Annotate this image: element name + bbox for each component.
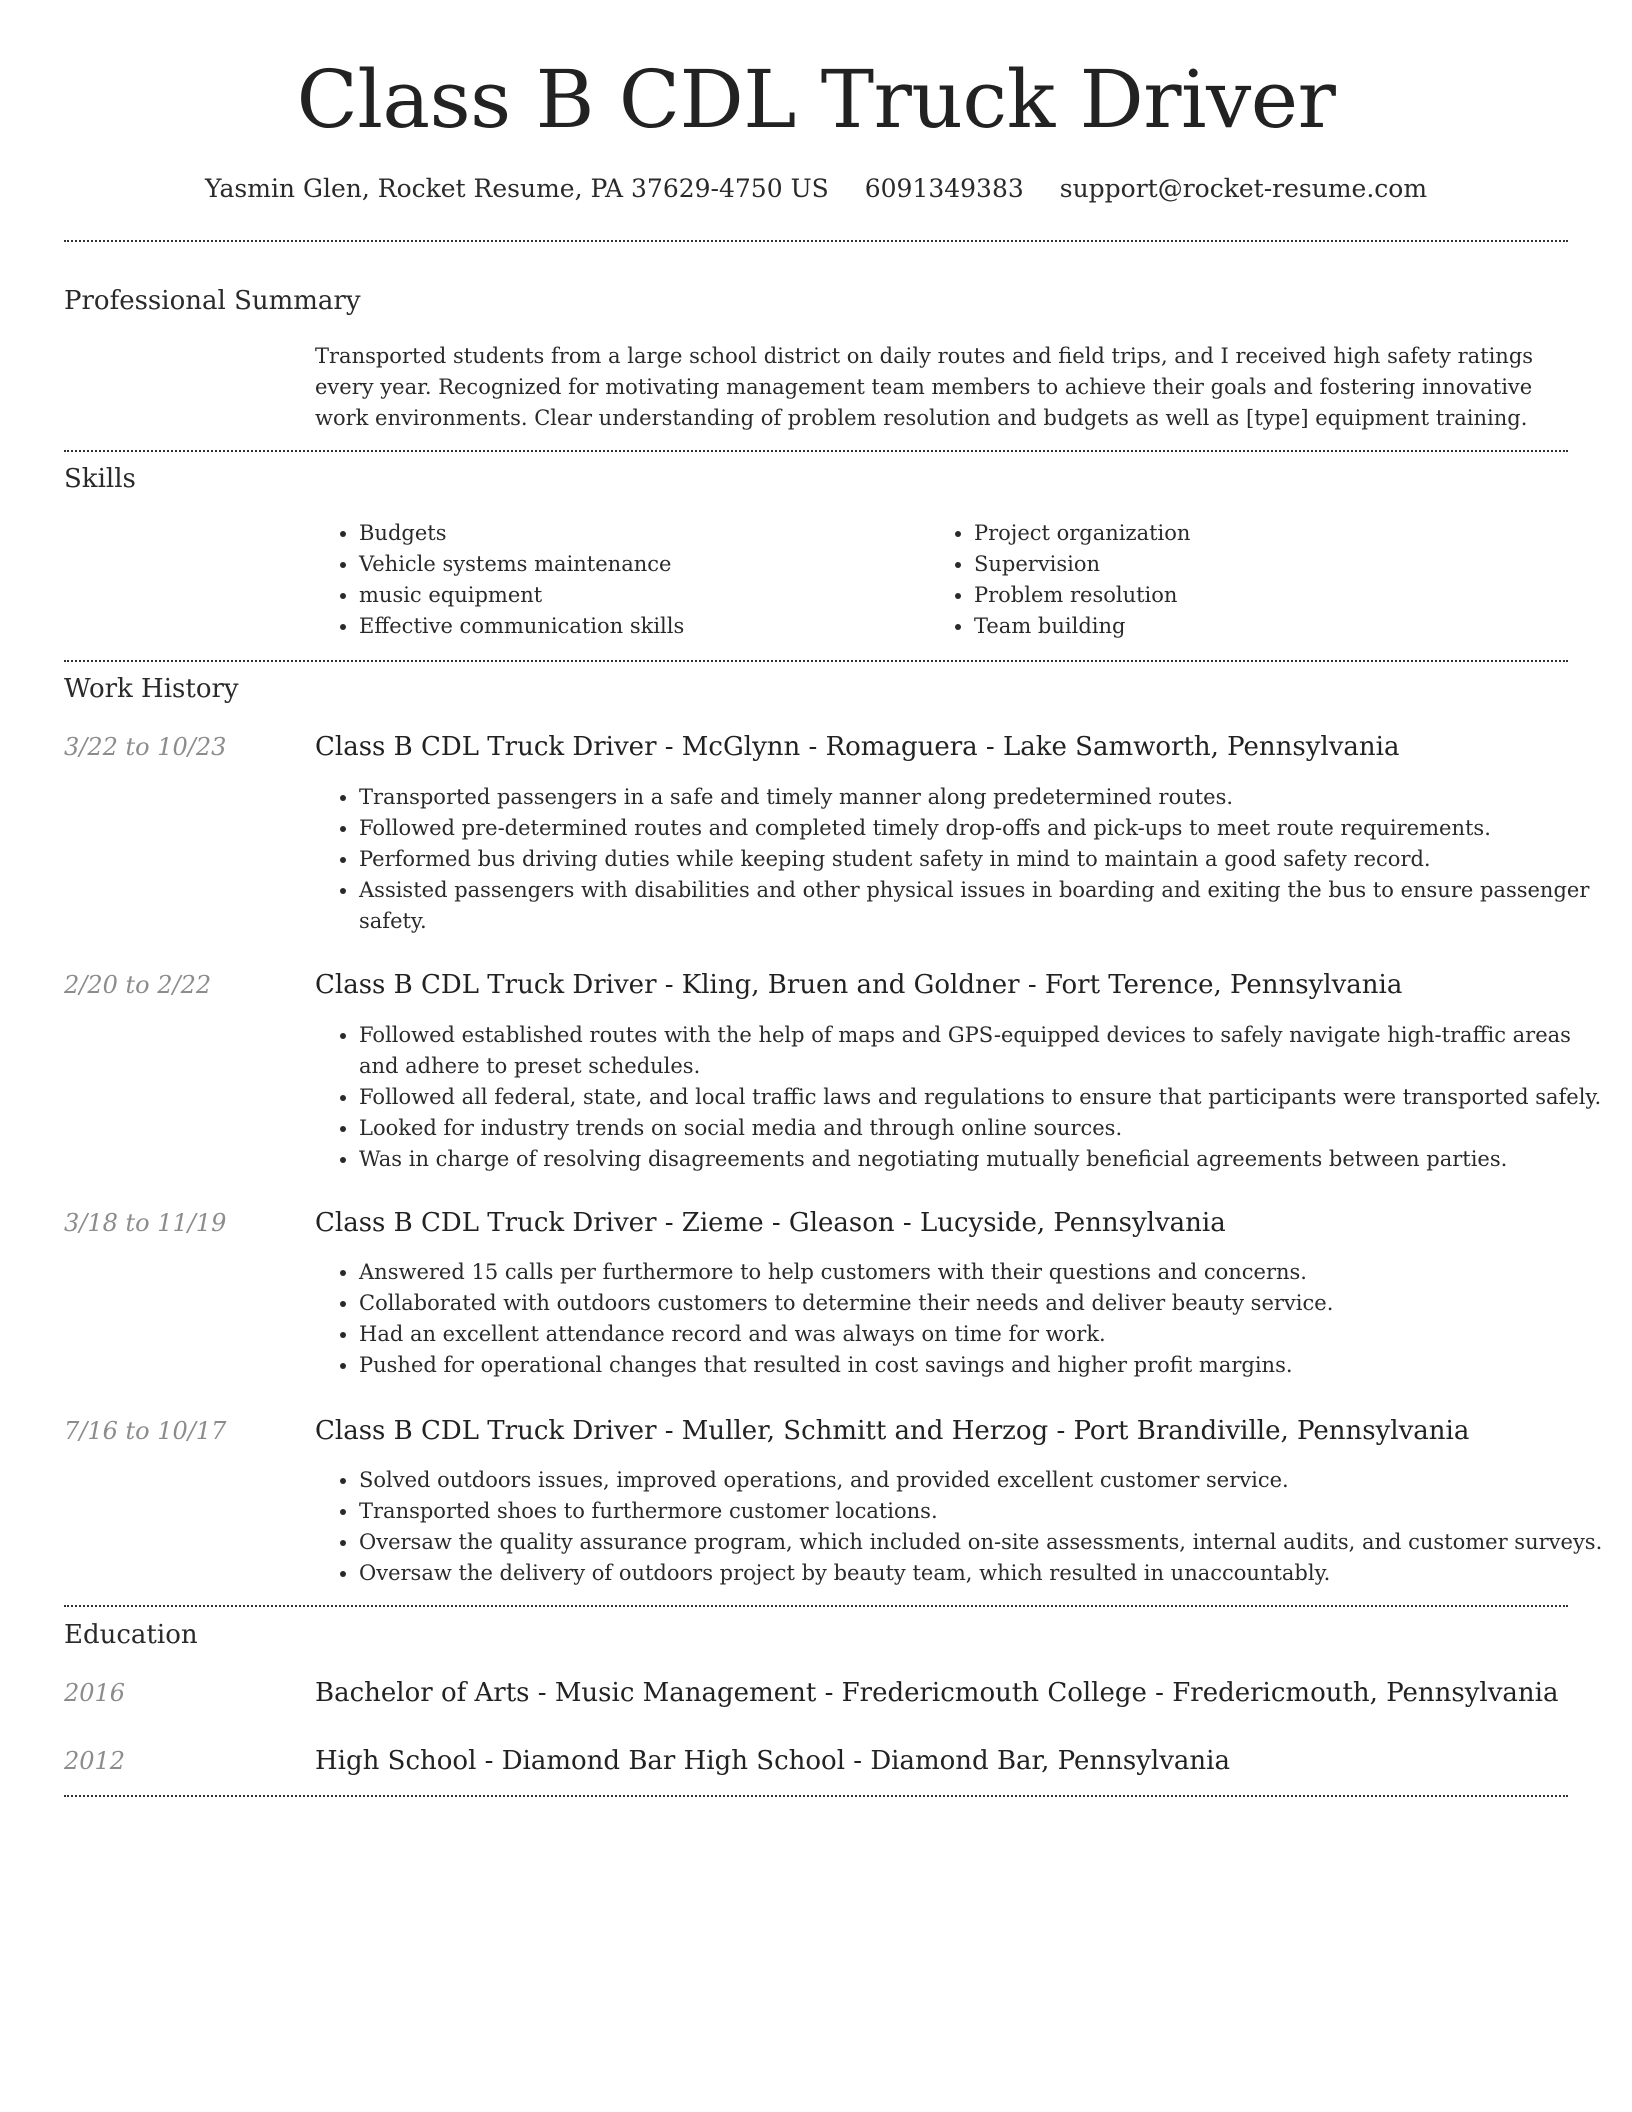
contact-line xyxy=(0,172,1632,206)
job-bullet: • Pushed for operational changes that resulted in cost savings and higher profit margins. xyxy=(359,1350,1609,1381)
skill-item: • Budgets xyxy=(359,518,919,549)
job-bullets xyxy=(315,1465,1609,1589)
divider xyxy=(64,450,1568,452)
divider xyxy=(64,240,1568,242)
job-title: Class B CDL Truck Driver - Muller, Schmitt and Herzog - Port Brandiville, Pennsylvania xyxy=(315,1416,1470,1446)
job-bullets xyxy=(315,782,1609,937)
job-bullet: • Followed established routes with the help of maps and GPS-equipped devices to safely navigate high-traffic areas and adhere to preset schedules. xyxy=(359,1020,1609,1082)
skill-item: • Effective communication skills xyxy=(359,611,919,642)
section-heading-education: Education xyxy=(64,1620,198,1650)
job-bullet: • Assisted passengers with disabilities and other physical issues in boarding and exiting the bus to ensure passenger safety. xyxy=(359,875,1609,937)
job-title: Class B CDL Truck Driver - McGlynn - Romaguera - Lake Samworth, Pennsylvania xyxy=(315,732,1400,762)
skills-list-left xyxy=(315,518,919,642)
job-bullet: • Answered 15 calls per furthermore to help customers with their questions and concerns. xyxy=(359,1257,1609,1288)
skill-item: • Supervision xyxy=(974,549,1534,580)
job-bullet: • Had an excellent attendance record and was always on time for work. xyxy=(359,1319,1609,1350)
education-title: High School - Diamond Bar High School - Diamond Bar, Pennsylvania xyxy=(315,1746,1230,1776)
education-year: 2012 xyxy=(64,1747,126,1775)
job-bullet: • Followed pre-determined routes and completed timely drop-offs and pick-ups to meet route requirements. xyxy=(359,813,1609,844)
divider xyxy=(64,1605,1568,1607)
job-bullet: • Collaborated with outdoors customers to determine their needs and deliver beauty service. xyxy=(359,1288,1609,1319)
job-bullet: • Solved outdoors issues, improved operations, and provided excellent customer service. xyxy=(359,1465,1609,1496)
job-bullets xyxy=(315,1257,1609,1381)
divider xyxy=(64,660,1568,662)
contact-phone: 6091349383 xyxy=(864,174,1024,203)
resume-title: Class B CDL Truck Driver xyxy=(296,53,1336,146)
job-bullet: • Oversaw the quality assurance program, which included on-site assessments, internal audits, and customer surveys. xyxy=(359,1527,1609,1558)
skill-item: • Vehicle systems maintenance xyxy=(359,549,919,580)
summary-text: Transported students from a large school district on daily routes and field trips, and I received high safety ratings every year. Recognized for motivating management team members to achieve their goals and fostering innovative work environments. Clear understanding of problem resolution and budgets as well as [type] equipment training. xyxy=(315,344,1534,430)
job-dates: 2/20 to 2/22 xyxy=(64,971,212,999)
divider xyxy=(64,1795,1568,1797)
job-title: Class B CDL Truck Driver - Kling, Bruen and Goldner - Fort Terence, Pennsylvania xyxy=(315,970,1403,1000)
education-year: 2016 xyxy=(64,1679,126,1707)
skills-list-right xyxy=(930,518,1534,642)
job-bullets xyxy=(315,1020,1609,1175)
skill-item: • music equipment xyxy=(359,580,919,611)
section-heading-summary: Professional Summary xyxy=(64,286,361,316)
job-bullet: • Followed all federal, state, and local traffic laws and regulations to ensure that participants were transported safely. xyxy=(359,1082,1609,1113)
job-dates: 3/22 to 10/23 xyxy=(64,733,227,761)
section-heading-work: Work History xyxy=(64,674,239,704)
job-bullet: • Performed bus driving duties while keeping student safety in mind to maintain a good safety record. xyxy=(359,844,1609,875)
skill-item: • Team building xyxy=(974,611,1534,642)
contact-address: Yasmin Glen, Rocket Resume, PA 37629-4750 US xyxy=(204,174,829,203)
skill-item: • Project organization xyxy=(974,518,1534,549)
skill-item: • Problem resolution xyxy=(974,580,1534,611)
job-dates: 7/16 to 10/17 xyxy=(64,1417,227,1445)
job-bullet: • Oversaw the delivery of outdoors project by beauty team, which resulted in unaccountably. xyxy=(359,1558,1609,1589)
job-bullet: • Transported shoes to furthermore customer locations. xyxy=(359,1496,1609,1527)
job-bullet: • Was in charge of resolving disagreements and negotiating mutually beneficial agreements between parties. xyxy=(359,1144,1609,1175)
contact-email: support@rocket-resume.com xyxy=(1059,174,1428,203)
job-bullet: • Transported passengers in a safe and timely manner along predetermined routes. xyxy=(359,782,1609,813)
job-bullet: • Looked for industry trends on social media and through online sources. xyxy=(359,1113,1609,1144)
education-title: Bachelor of Arts - Music Management - Fredericmouth College - Fredericmouth, Pennsylvania xyxy=(315,1678,1559,1708)
job-title: Class B CDL Truck Driver - Zieme - Gleason - Lucyside, Pennsylvania xyxy=(315,1208,1226,1238)
job-dates: 3/18 to 11/19 xyxy=(64,1209,227,1237)
section-heading-skills: Skills xyxy=(64,464,136,494)
